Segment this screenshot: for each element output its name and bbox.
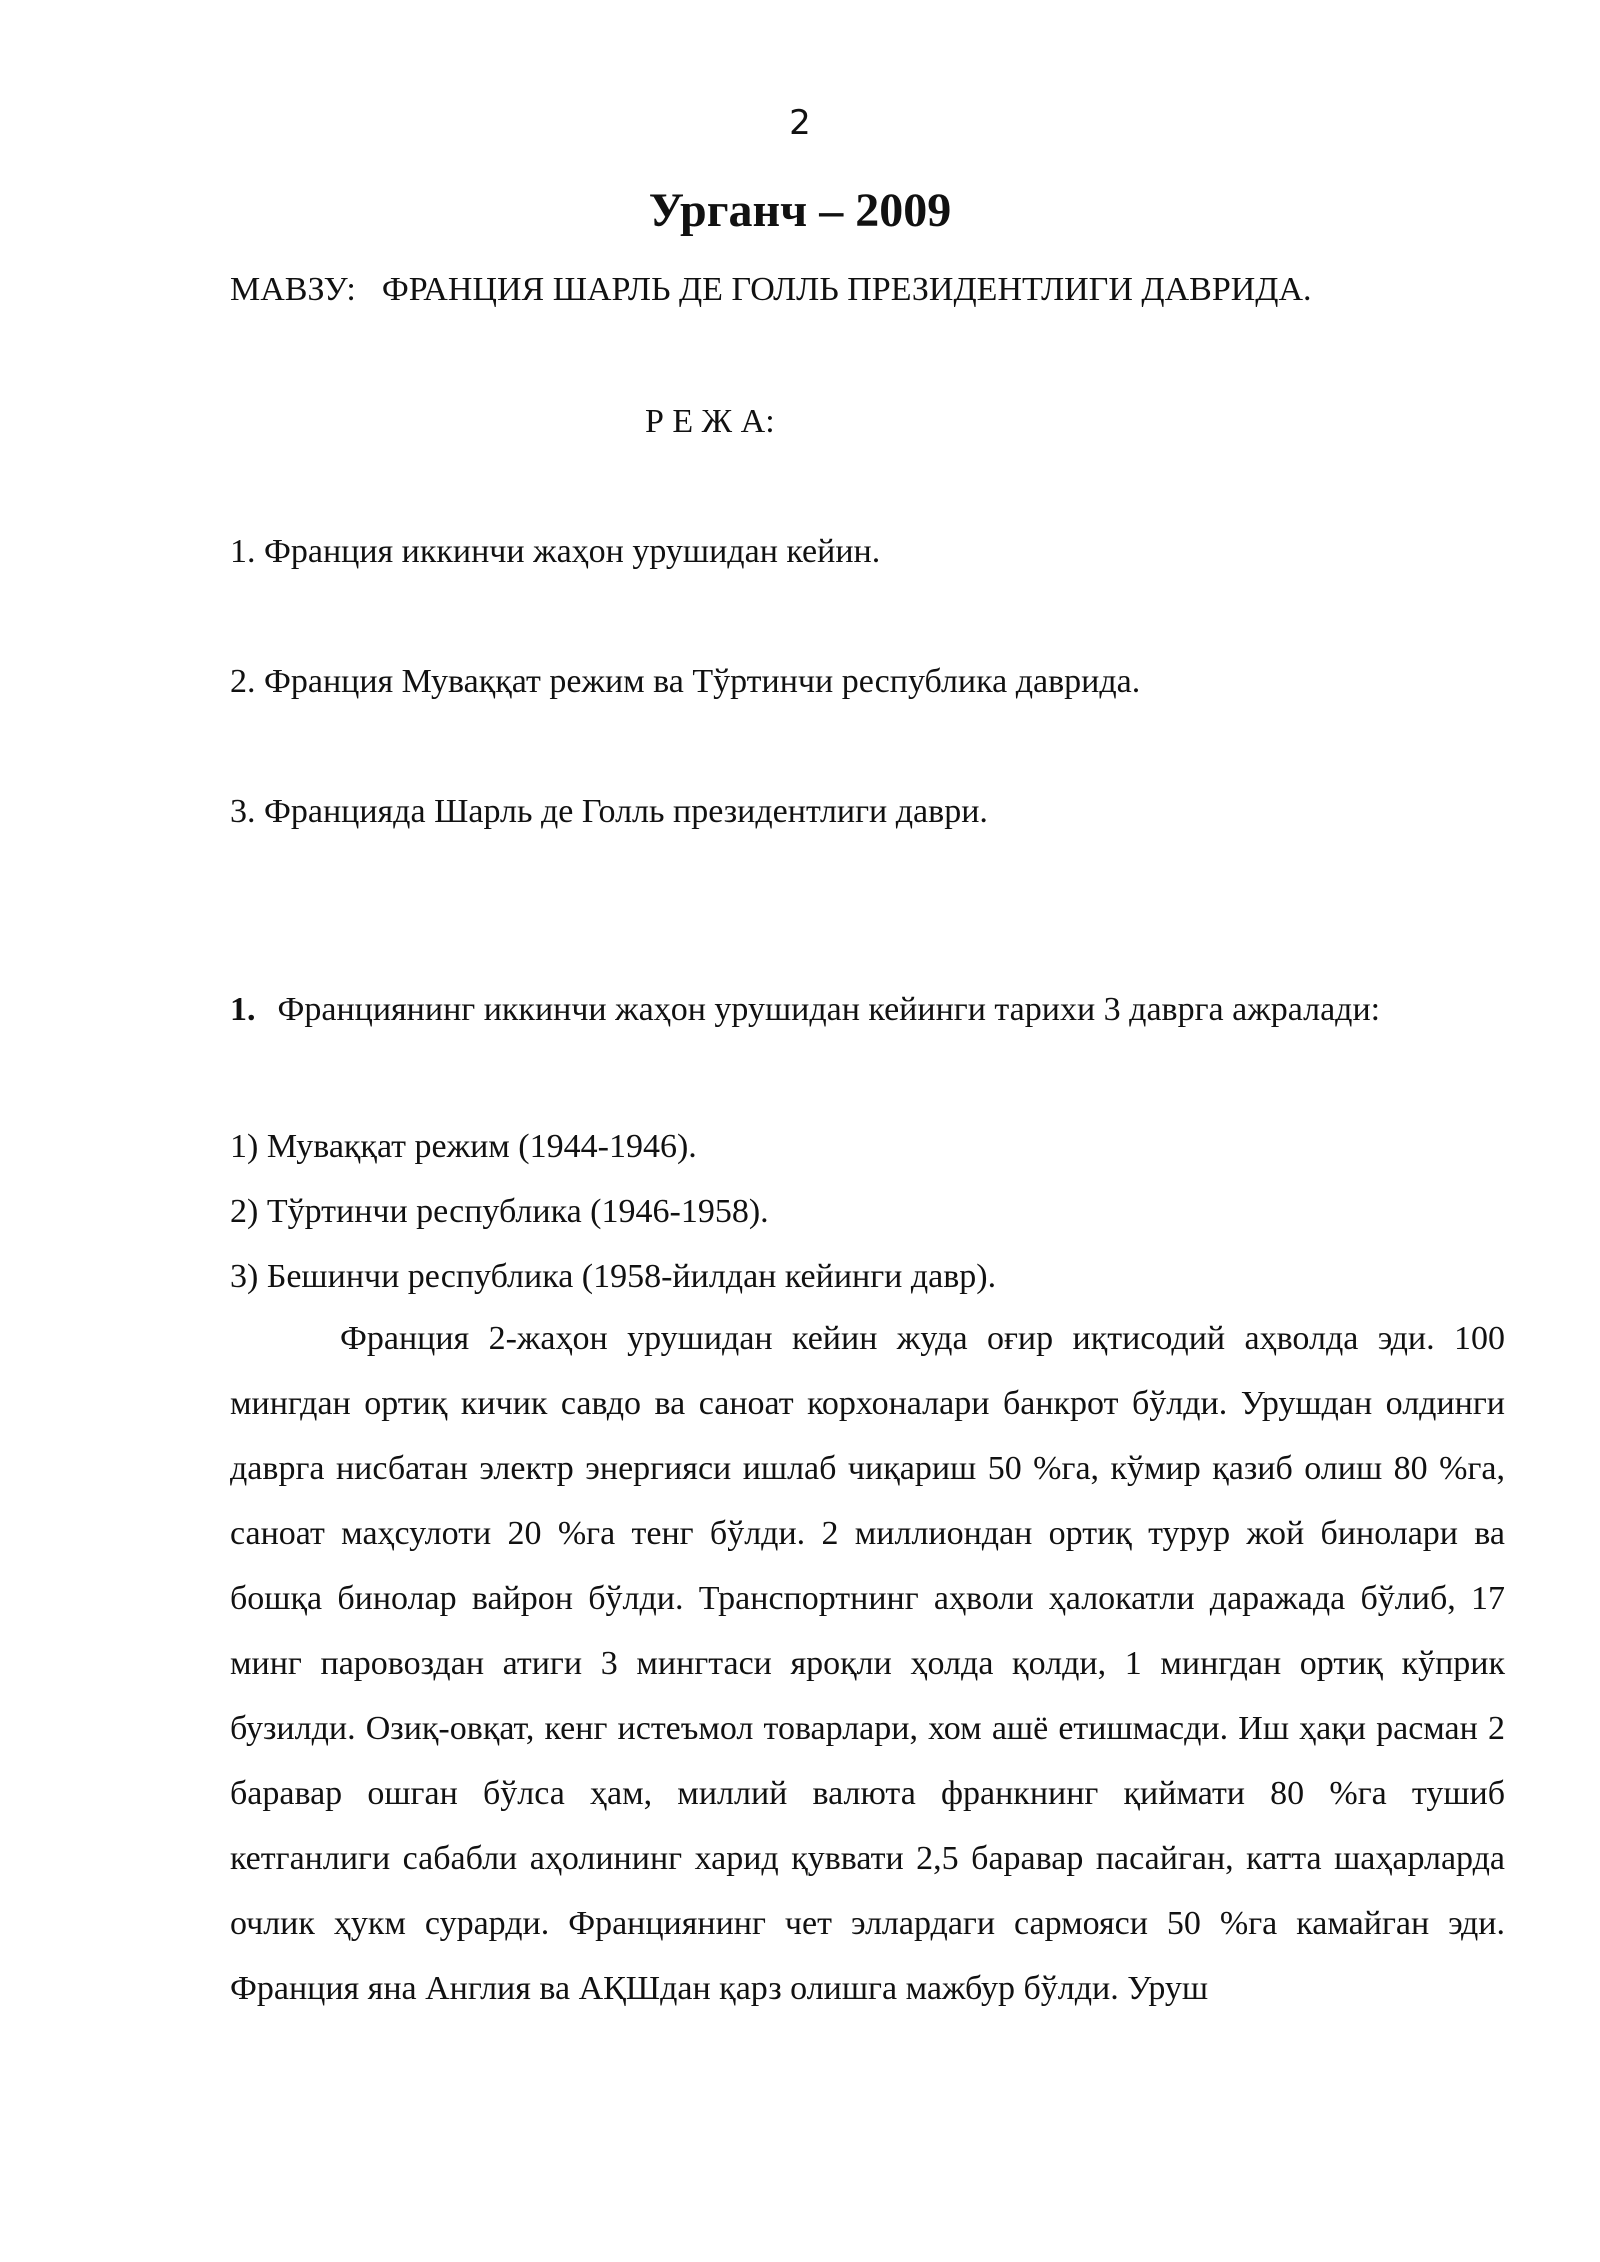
period-item-3: 3) Бешинчи республика (1958-йилдан кейинги давр). xyxy=(230,1258,997,1295)
plan-item-3: 3. Францияда Шарль де Голль президентлиги даври. xyxy=(230,793,988,830)
period-item-2: 2) Тўртинчи республика (1946-1958). xyxy=(230,1193,769,1230)
section-1-number: 1. xyxy=(230,991,256,1028)
topic-title: ФРАНЦИЯ ШАРЛЬ ДЕ ГОЛЛЬ ПРЕЗИДЕНТЛИГИ ДАВРИДА. xyxy=(381,271,1312,308)
plan-item-1: 1. Франция иккинчи жаҳон урушидан кейин. xyxy=(230,533,881,570)
section-1-intro-text: Франциянинг иккинчи жаҳон урушидан кейинги тарихи 3 даврга ажралади: xyxy=(277,991,1381,1028)
topic-line xyxy=(230,268,1312,312)
period-item-1: 1) Муваққат режим (1944-1946). xyxy=(230,1128,697,1165)
plan-heading: Р Е Ж А: xyxy=(645,403,775,440)
plan-item-2: 2. Франция Муваққат режим ва Тўртинчи республика даврида. xyxy=(230,663,1141,700)
city-year-heading: Урганч – 2009 xyxy=(648,184,952,237)
section-1-intro xyxy=(230,986,1505,1034)
page-number: 2 xyxy=(789,103,811,143)
body-paragraph: Франция 2-жаҳон урушидан кейин жуда оғир иқтисодий аҳволда эди. 100 мингдан ортиқ кичик савдо ва саноат корхоналари банкрот бўлди. Урушдан олдинги даврга нисбатан электр энергияси ишлаб чиқариш 50 %га, кўмир қазиб олиш 80 %га, саноат маҳсулоти 20 %га тенг бўлди. 2 миллиондан ортиқ турур жой бинолари ва бошқа бинолар вайрон бўлди. Транспортнинг аҳволи ҳалокатли даражада бўлиб, 17 минг паровоздан атиги 3 мингтаси яроқли ҳолда қолди, 1 мингдан ортиқ кўприк бузилди. Озиқ-овқат, кенг истеъмол товарлари, хом ашё етишмасди. Иш ҳақи расман 2 баравар ошган бўлса ҳам, миллий валюта франкнинг қиймати 80 %га тушиб кетганлиги сабабли аҳолининг харид қуввати 2,5 баравар пасайган, катта шаҳарларда очлик ҳукм сурарди. Франциянинг чет эллардаги сармояси 50 %га камайган эди. Франция яна Англия ва АҚШдан қарз олишга мажбур бўлди. Уруш xyxy=(230,1320,1505,2007)
period-list xyxy=(230,1114,996,1309)
topic-label: МАВЗУ: xyxy=(230,271,356,308)
